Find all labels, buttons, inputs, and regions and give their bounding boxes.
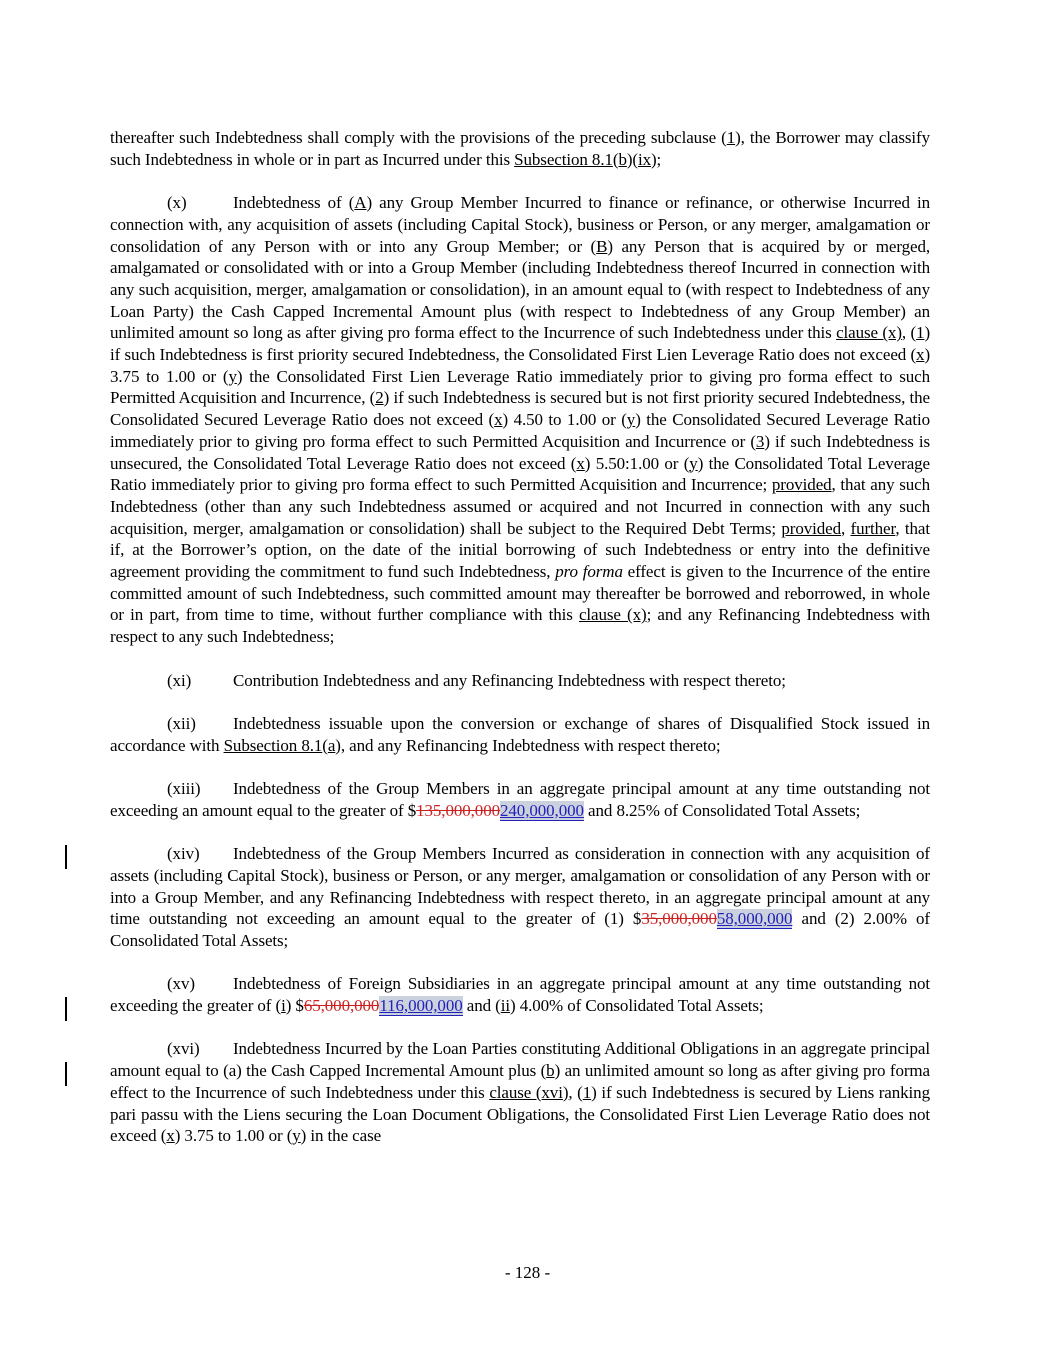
text-run: ) any Person that is acquired by or merged, amalgamated or consolidated with or into a Group Member (including Indebtedness thereof Incurred in connection with any such acquisition, merger, amalgamation or consolidation), in an amount equal to (with respect to Indebtedness of any Loan Party) the Cash Capped Incremental Amount plus (with respect to Indebtedness of any Group Member) an unlimited amount so long as after giving pro forma effect to the Incurrence of such Indebtedness under this [110,236,930,343]
text-run: Indebtedness issuable upon the conversion or exchange of shares of Disqualified Stock issued in accordance with [110,713,930,755]
text-run: , ( [901,323,917,343]
text-run: ) 5.50:1.00 or ( [584,453,690,473]
text-run: , that any such Indebtedness (other than any such Indebtedness assumed or acquired and not Incurred in connection with any such acquisition, merger, amalgamation or consolidation) shall be subject to the Required Debt Terms; [110,475,930,538]
underlined-text: 1 [916,323,925,343]
inserted-text: 58,000,000 [716,909,793,929]
change-bar [65,1062,67,1086]
underlined-text: ii [500,996,510,1016]
text-run: ), the Borrower may classify such Indebtedness in whole or in part as Incurred under this [110,128,930,169]
underlined-text: Subsection 8.1 [514,149,613,169]
text-run: effect is given to the Incurrence of the entire committed amount of such Indebtedness, such committed amount may thereafter be borrowed and reborrowed, in whole or in part, from time to time, without further compliance with this [110,562,931,625]
paragraph-xv [110,973,930,1016]
text-run: , [841,518,851,538]
underlined-text: 3 [755,431,765,451]
underlined-text: clause (x) [578,605,647,625]
text-run: Indebtedness of Foreign Subsidiaries in an aggregate principal amount at any time outstanding not exceeding the greater of ( [110,974,930,1016]
text-run: Indebtedness of the Group Members in an aggregate principal amount at any time outstanding not exceeding an amount equal to the greater of $ [110,779,930,820]
underlined-text: x [494,410,503,430]
paragraph-xiv [110,843,930,952]
change-bar [65,997,67,1021]
paragraph-x [110,192,930,648]
underlined-text: ix [637,149,651,169]
underlined-text: x [916,345,925,365]
underlined-text: y [626,410,636,430]
underlined-text: B [596,236,608,256]
change-bar [65,845,67,869]
text-run: , that if, at the Borrower’s option, on the date of the initial borrowing of such Indebtedness or entry into the definitive agreement providing the commitment to fund such Indebtedness, [110,518,930,582]
text-run: ) if such Indebtedness is first priority secured Indebtedness, the Consolidated First Lien Leverage Ratio does not exceed ( [110,323,930,365]
underlined-text: y [292,1126,301,1146]
clause-marker-xi: (xi) [167,670,192,690]
underlined-text: A [354,193,367,213]
text-run: ) any Group Member Incurred to finance or refinance, or otherwise Incurred in connection with, any acquisition of assets (including Capital Stock), business or Person, or any merger, amalgamation or consolidation of any Person with or into any Group Member; or ( [110,193,931,256]
text-run: ) the Consolidated Secured Leverage Ratio immediately prior to giving pro forma effect to such Permitted Acquisition and Incurrence or ( [110,410,931,451]
text-run: ) 3.75 to 1.00 or ( [110,345,930,386]
text-run: Indebtedness Incurred by the Loan Parties constituting Additional Obligations in an aggregate principal amount equal to (a) the Cash Capped Incremental Amount plus ( [110,1039,930,1081]
underlined-text: clause (x) [836,323,902,343]
underlined-text: x [166,1126,175,1146]
text-run: Indebtedness of the Group Members Incurred as consideration in connection with any acquisition of assets (including Capital Stock), business or Person, or any merger, amalgamation or consolidation of any Person with or into a Group Member, and any Refinancing Indebtedness with respect thereto, in an aggregate principal amount at any time outstanding not exceeding an amount equal to the greater of (1) $ [110,844,930,929]
underlined-text: b [618,149,627,169]
underlined-text: further [850,518,896,538]
text-run: and ( [462,996,501,1016]
text-run: ) the Consolidated First Lien Leverage Ratio immediately prior to giving pro forma effect to such Permitted Acquisition and Incurrence, ( [110,366,930,408]
text-run: ), and any Refinancing Indebtedness with respect thereto; [335,735,721,755]
text-run: and (2) 2.00% of Consolidated Total Assets; [110,909,930,950]
text-run: ); [651,149,662,169]
inserted-text: 116,000,000 [379,996,463,1016]
clause-marker-xvi: (xvi) [167,1039,200,1059]
deleted-text: 65,000,000 [303,996,380,1016]
text-run: ; and any Refinancing Indebtedness with respect to any such Indebtedness; [110,605,930,647]
underlined-text: y [689,453,698,473]
paragraph-xvi [110,1038,930,1147]
inserted-text: 240,000,000 [500,800,584,820]
underlined-text: y [228,366,237,386]
underlined-text: 1 [726,128,736,147]
underlined-text: x [576,453,585,473]
text-run: ( [612,149,619,169]
clause-marker-x: (x) [167,193,187,213]
text-run: ) if such Indebtedness is unsecured, the Consolidated Total Leverage Ratio does not exceed ( [110,431,930,473]
text-run: thereafter such Indebtedness shall comply with the provisions of the preceding subclause ( [110,128,727,147]
text-run: ) in the case [300,1126,382,1146]
paragraph-xii [110,713,930,756]
text-run: )( [626,149,638,169]
text-run: ) an unlimited amount so long as after giving pro forma effect to the Incurrence of such Indebtedness under this [110,1061,930,1102]
document-text-block [110,127,930,1169]
text-run: Indebtedness of ( [233,193,355,213]
underlined-text: 2 [375,388,384,408]
text-run: ) 3.75 to 1.00 or ( [174,1126,293,1146]
text-run: ( [322,735,328,755]
underlined-text: 1 [582,1082,592,1102]
italic-text: pro forma [555,562,623,582]
text-run: ) if such Indebtedness is secured by Liens ranking pari passu with the Liens securing the Loan Document Obligations, the Consolidated First Lien Leverage Ratio does not exceed ( [110,1082,930,1146]
text-run: Contribution Indebtedness and any Refinancing Indebtedness with respect thereto; [233,670,786,690]
text-run: ) if such Indebtedness is secured but is not first priority secured Indebtedness, the Consolidated Secured Leverage Ratio does not exceed ( [110,388,930,430]
deleted-text: 35,000,000 [641,909,717,929]
underlined-text: provided [781,518,842,538]
underlined-text: clause (xvi) [489,1082,569,1102]
page-number: - 128 - [504,1263,551,1282]
paragraph-xiii [110,778,930,821]
clause-marker-xv: (xv) [167,974,195,994]
paragraph-xi [110,670,930,692]
clause-marker-xiv: (xiv) [167,844,200,864]
underlined-text: a [327,735,336,755]
text-run: ) 4.50 to 1.00 or ( [502,410,627,430]
underlined-text: provided [771,475,832,495]
text-run: ) 4.00% of Consolidated Total Assets; [509,996,764,1016]
text-run: and 8.25% of Consolidated Total Assets; [583,800,861,820]
underlined-text: i [281,996,286,1016]
text-run: ) the Consolidated Total Leverage Ratio immediately prior to giving pro forma effect to such Permitted Acquisition and Incurrence; [110,453,930,495]
text-run: , ( [568,1082,583,1102]
text-run: ) $ [285,996,304,1016]
clause-marker-xiii: (xiii) [167,779,201,799]
paragraph-continuation [110,127,930,170]
underlined-text: Subsection 8.1 [223,735,323,755]
underlined-text: b [546,1061,555,1081]
deleted-text: 135,000,000 [416,800,500,820]
clause-marker-xii: (xii) [167,713,196,733]
